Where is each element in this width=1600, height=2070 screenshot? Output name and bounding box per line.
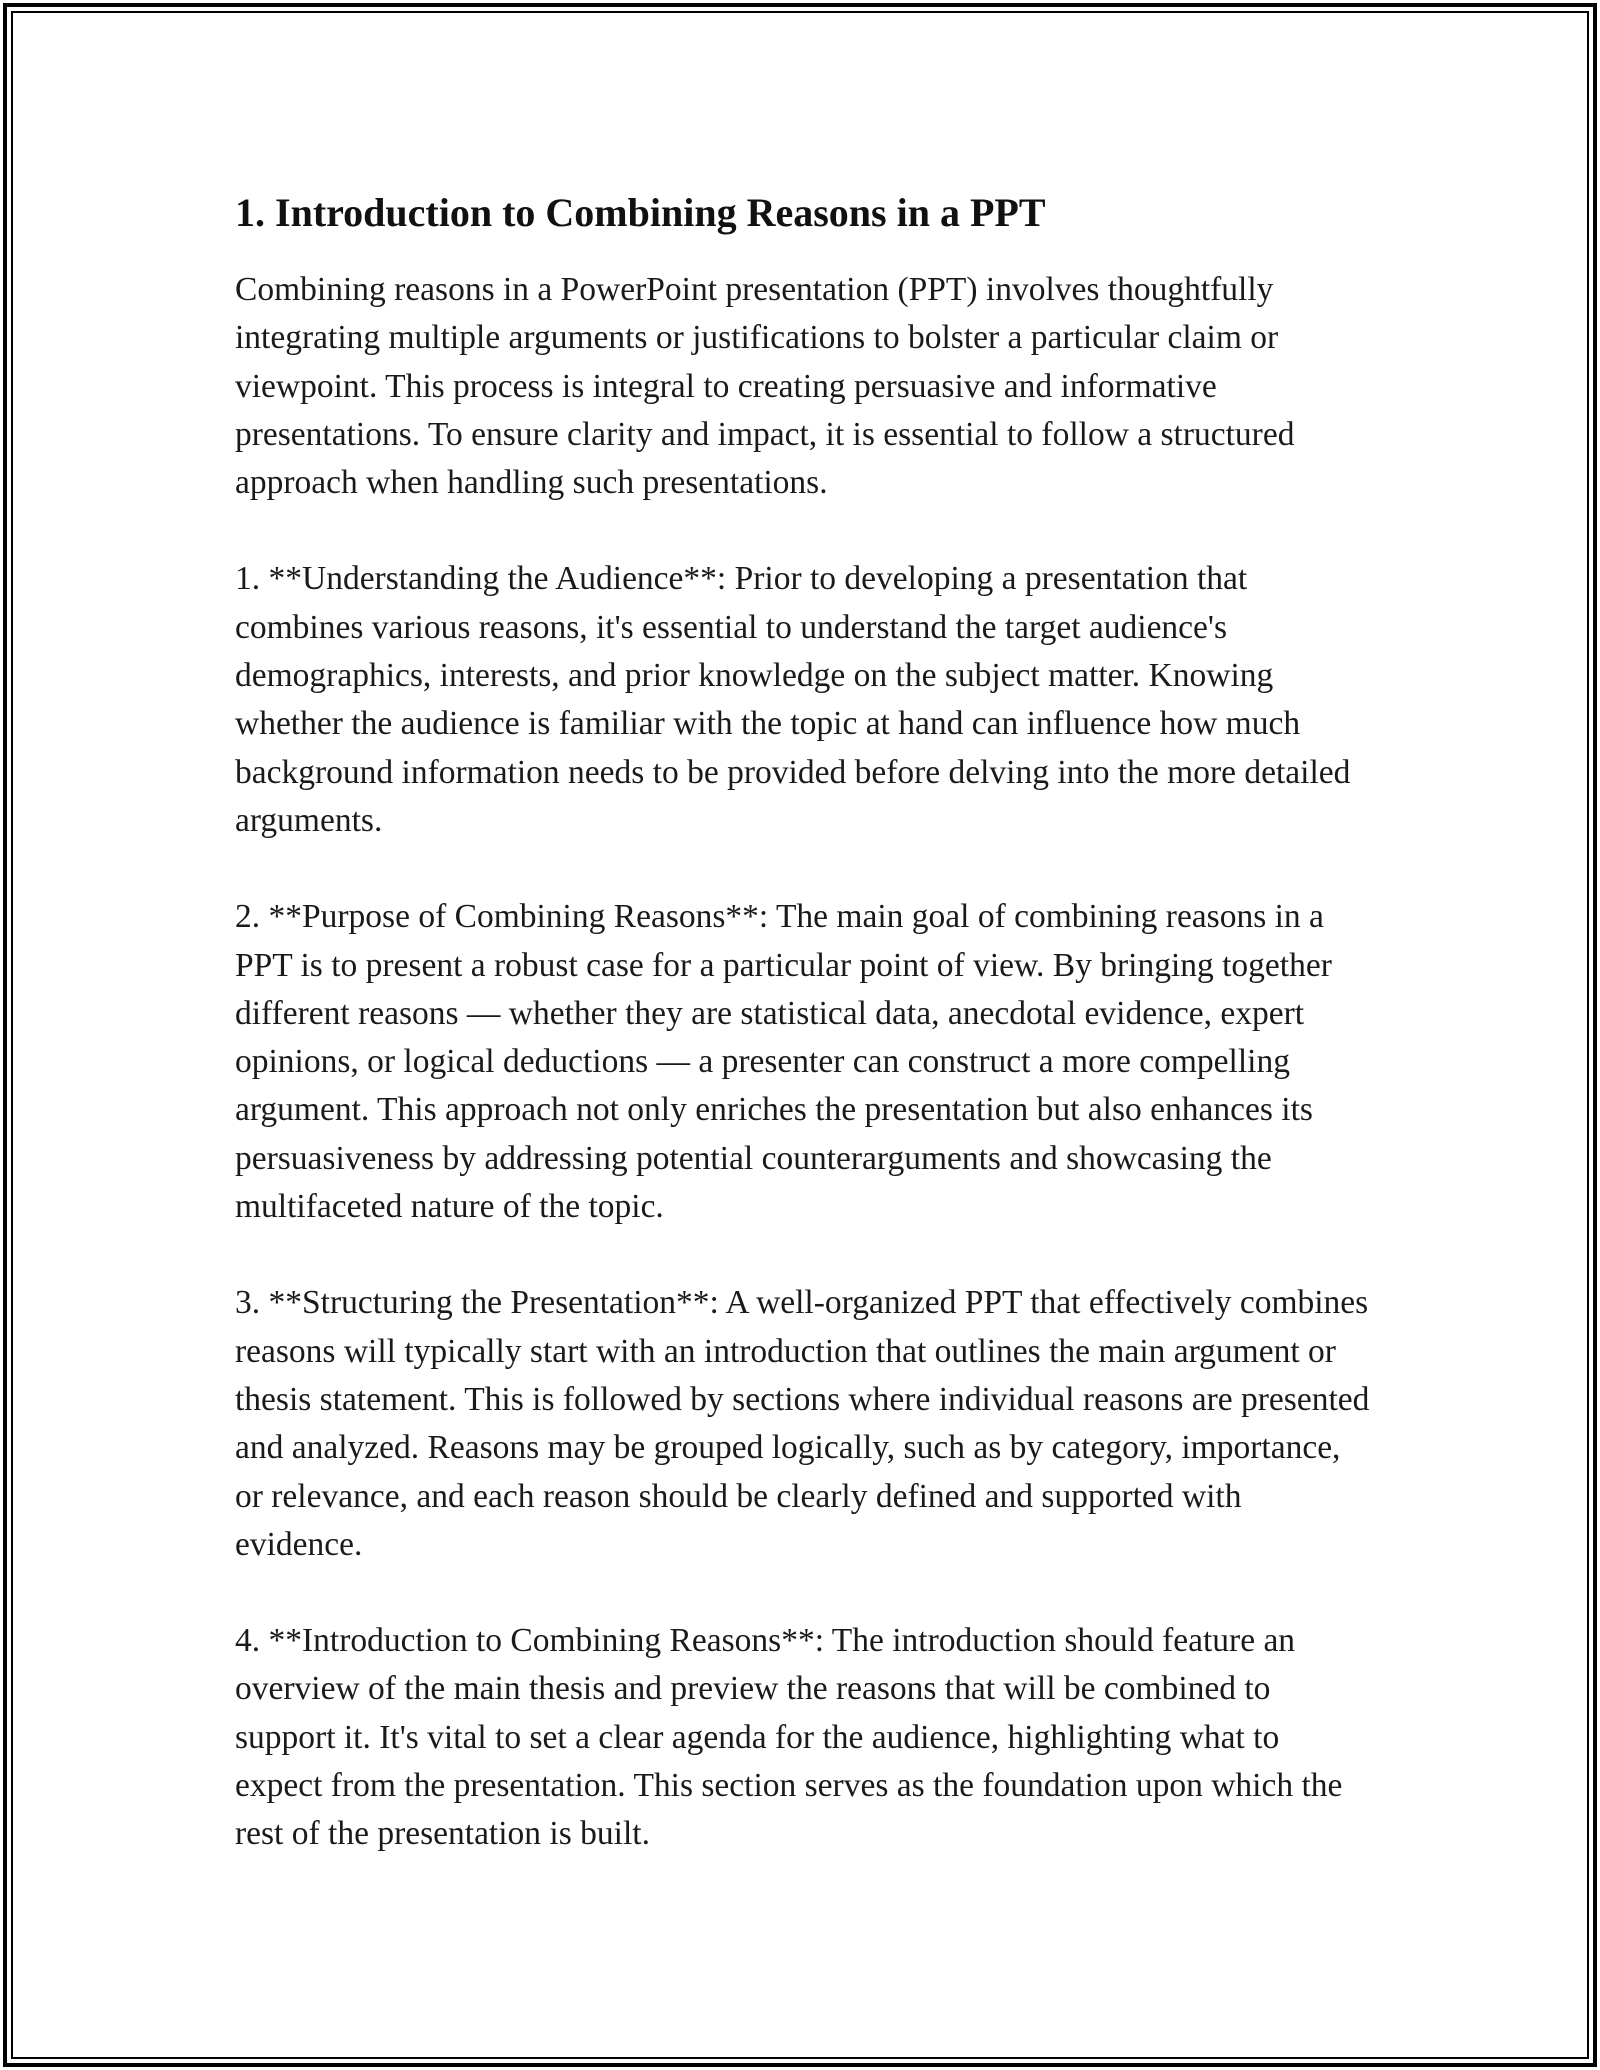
paragraph-structuring: 3. **Structuring the Presentation**: A well-organized PPT that effectively combines reasons will typically start with an introduction that outlines the main argument or thesis statement. This is followed by sections where individual reasons are presented and analyzed. Reasons may be grouped logically, such as by category, importance, or relevance, and each reason should be clearly defined and supported with evidence. — [235, 1284, 1370, 1563]
paragraph-purpose: 2. **Purpose of Combining Reasons**: The main goal of combining reasons in a PPT is to present a robust case for a particular point of view. By bringing together different reasons — whether they are statistical data, anecdotal evidence, expert opinions, or logical deductions — a presenter can construct a more compelling argument. This approach not only enriches the presentation but also enhances its persuasiveness by addressing potential counterarguments and showcasing the multifaceted nature of the topic. — [235, 898, 1332, 1226]
document-body — [235, 186, 1375, 1907]
intro-paragraph: Combining reasons in a PowerPoint presentation (PPT) involves thoughtfully integrating multiple arguments or justifications to bolster a particular claim or viewpoint. This process is integral to creating persuasive and informative presentations. To ensure clarity and impact, it is essential to follow a structured approach when handling such presentations. — [235, 271, 1295, 502]
paragraph-introduction: 4. **Introduction to Combining Reasons**: The introduction should feature an overview of the main thesis and preview the reasons that will be combined to support it. It's vital to set a clear agenda for the audience, highlighting what to expect from the presentation. This section serves as the foundation upon which the rest of the presentation is built. — [235, 1622, 1343, 1853]
section-heading: 1. Introduction to Combining Reasons in a PPT — [235, 190, 1046, 235]
paragraph-understanding-audience: 1. **Understanding the Audience**: Prior to developing a presentation that combines various reasons, it's essential to understand the target audience's demographics, interests, and prior knowledge on the subject matter. Knowing whether the audience is familiar with the topic at hand can influence how much background information needs to be provided before delving into the more detailed arguments. — [235, 560, 1351, 839]
